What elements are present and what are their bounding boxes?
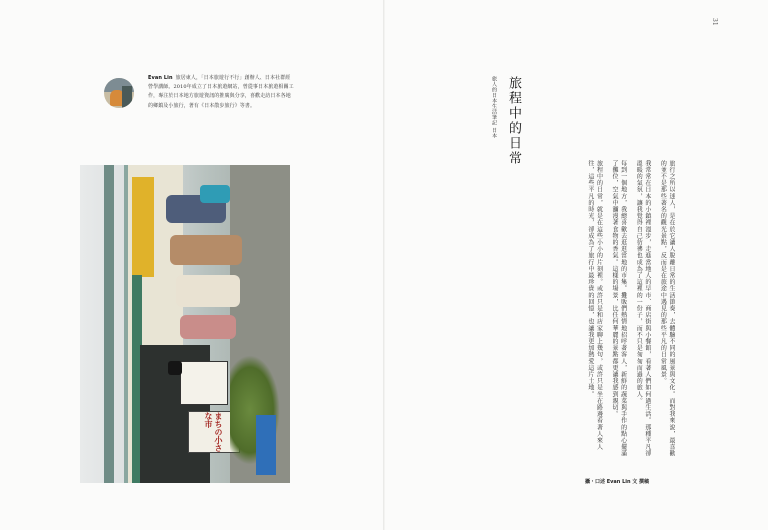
- author-bio-block: [148, 74, 294, 111]
- author-name: Evan Lin: [148, 75, 173, 81]
- market-photo: [80, 165, 290, 483]
- author-bio: 旅居東人，「日本旅遊行不行」創辦人、日本社群經營學講師。2010年成立了日本旅遊網站，曾從事日本旅遊相關工作，專注於日本地方旅遊資訊的推廣與分享，喜歡走訪日本各地的鄉鎮及小旅行，著有《日本散步旅行》等書。: [148, 75, 294, 109]
- author-avatar: [104, 78, 134, 108]
- article-category: 旅人的日本生活筆記 日本: [491, 76, 497, 139]
- market-sign-board: [180, 361, 228, 405]
- article-title: 旅程中的日常: [506, 76, 521, 166]
- page-number: 31: [711, 18, 718, 26]
- article-paragraph: 我常常在日本的小鎮裡漫步，走進當地人的早市、商店街與小餐館，看著人們如何過生活。那種平凡卻溫暖的氣氛，讓我覺得自己彷彿也成為了這裡的一份子，而不只是匆匆而過的旅人。: [635, 160, 651, 457]
- article-body: [460, 160, 675, 460]
- market-sign-text: まちの小さな市: [204, 412, 224, 452]
- article-credit: 攝・口述 Evan Lin 文 撰稿: [585, 479, 650, 485]
- article-paragraph: 旅程中的日常，就是在這些小小的片刻裡。或許只是和店家聊上幾句，或許只是坐在路邊看著人來人往，這些平凡的時光，卻成為了旅行中最珍貴的回憶，也讓我更加熱愛這片土地。: [586, 160, 603, 451]
- page-gutter: [383, 0, 385, 530]
- article-paragraph: 旅行之所以迷人，是在於它讓人脫離日常的生活節奏，去體驗不同的風景與文化。而對我來說，最喜歡的並不是那些著名的觀光景點，反而是在旅途中遇見的那些平凡的日常風景。: [659, 160, 675, 457]
- article-paragraph: 每到一個地方，我總喜歡去逛逛當地的市集。攤販們熱情地招呼著客人，新鮮的蔬菜與手作的點心擺滿了攤位，空氣中瀰漫著食物的香氣。這樣的場景，比任何華麗的景點都更讓我感到親切。: [611, 160, 627, 457]
